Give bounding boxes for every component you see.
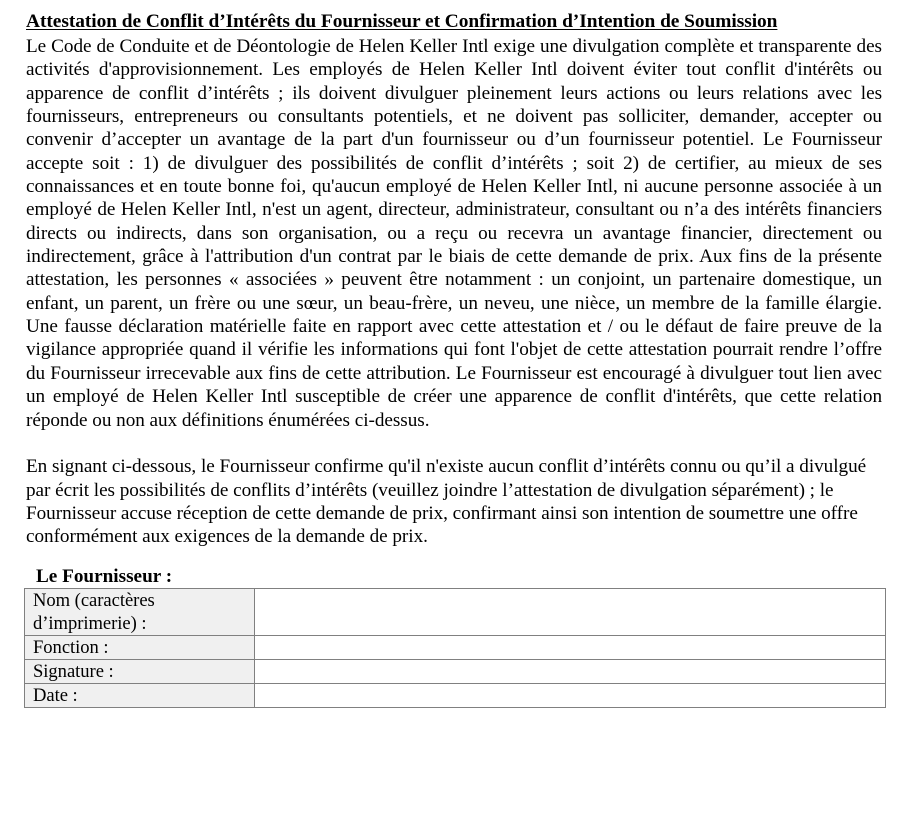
table-row [25, 636, 886, 660]
label-line: Date : [33, 685, 78, 706]
paragraph-conflict-of-interest-policy: Le Code de Conduite et de Déontologie de Helen Keller Intl exige une divulgation complète et transparente des activités d'approvisionnement. Les employés de Helen Keller Intl doivent éviter tout conflit d'intérêts ou apparence de conflit d’intérêts ; ils doivent divulguer pleinement leurs actions ou leurs relations avec les fournisseurs, entrepreneurs ou consultants potentiels, et ne doivent pas solliciter, demander, accepter ou convenir d’accepter un avantage de la part d'un fournisseur ou d’un fournisseur potentiel. Le Fournisseur accepte soit : 1) de divulguer des possibilités de conflit d’intérêts ; soit 2) de certifier, au mieux de ses connaissances et en toute bonne foi, qu'aucun employé de Helen Keller Intl, ni aucune personne associée à un employé de Helen Keller Intl, n'est un agent, directeur, administrateur, consultant ou n’a des intérêts financiers directs ou indirects, dans son organisation, ou a reçu ou recevra un avantage financier, directement ou indirectement, grâce à l'attribution d'un contrat par le biais de cette demande de prix. Aux fins de la présente attestation, les personnes « associées » peuvent être notamment : un conjoint, un partenaire domestique, un enfant, un parent, un frère ou une sœur, un beau-frère, un neveu, une nièce, un membre de la famille élargie. Une fausse déclaration matérielle faite en rapport avec cette attestation et / ou le défaut de faire preuve de la vigilance appropriée quand il vérifie les informations qui font l'objet de cette attestation pourrait rendre l’offre du Fournisseur irrecevable aux fins de cette attribution. Le Fournisseur est encouragé à divulguer tout lien avec un employé de Helen Keller Intl susceptible de créer une apparence de conflit d'intérêts, que cette relation réponde ou non aux définitions énumérées ci-dessus. [26, 36, 882, 431]
table-row [25, 660, 886, 684]
table-cell-label-name [25, 589, 255, 636]
table-cell-value-signature[interactable] [255, 660, 886, 684]
table-cell-label-signature [25, 660, 255, 684]
paragraph-signature-confirmation: En signant ci-dessous, le Fournisseur confirme qu'il n'existe aucun conflit d’intérêts connu ou qu’il a divulgué par écrit les possibilités de conflits d’intérêts (veuillez joindre l’attestation de divulgation séparément) ; le Fournisseur accuse réception de cette demande de prix, confirmant ainsi son intention de soumettre une offre conformément aux exigences de la demande de prix. [26, 456, 867, 548]
document-body [26, 35, 882, 549]
label-line: Nom (caractères [33, 590, 155, 611]
paragraph-spacer [26, 432, 882, 455]
label-line: Fonction : [33, 637, 109, 658]
supplier-section-heading: Le Fournisseur : [36, 566, 173, 587]
table-cell-label-function [25, 636, 255, 660]
table-row [25, 589, 886, 636]
label-line: Signature : [33, 661, 114, 682]
table-cell-label-date [25, 684, 255, 708]
page-title: Attestation de Conflit d’Intérêts du Fournisseur et Confirmation d’Intention de Soumission [26, 11, 778, 32]
label-line: d’imprimerie) : [33, 613, 147, 634]
table-cell-value-function[interactable] [255, 636, 886, 660]
table-cell-value-name[interactable] [255, 589, 886, 636]
table-row [25, 684, 886, 708]
table-cell-value-date[interactable] [255, 684, 886, 708]
supplier-signature-table [24, 588, 886, 708]
